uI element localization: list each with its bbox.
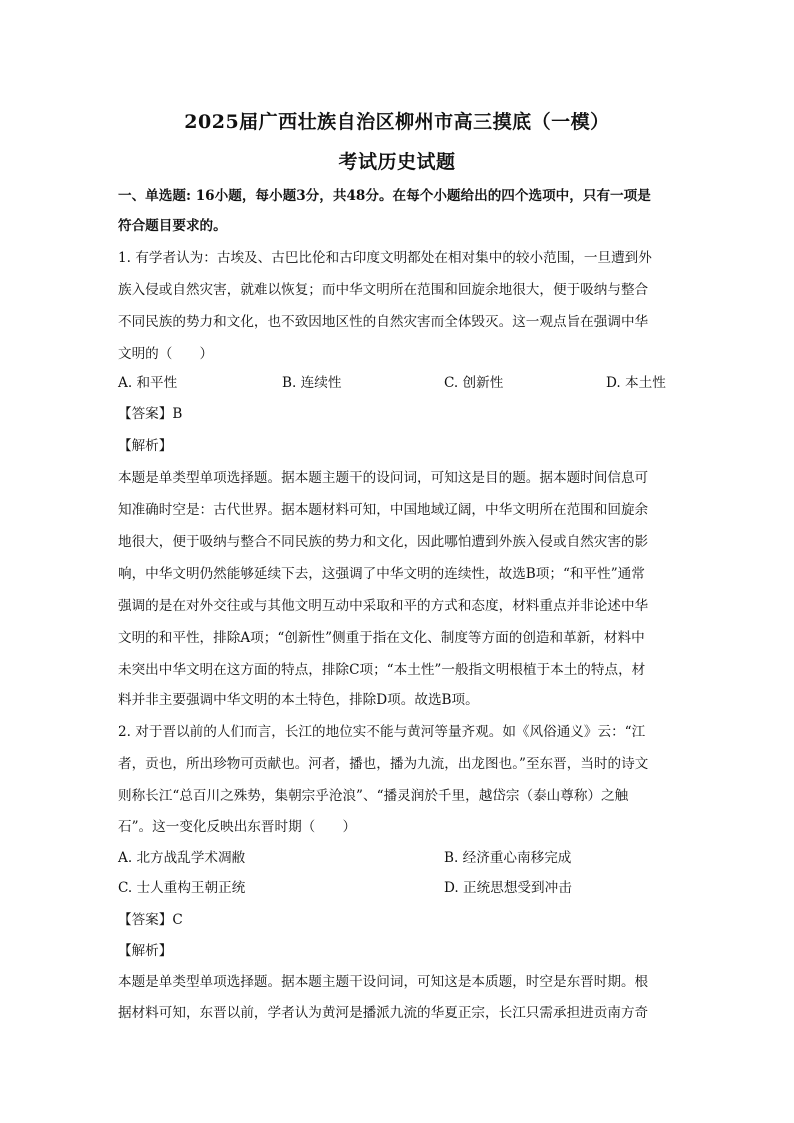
question-1-analysis-line: 响，中华文明仍然能够延续下去，这强调了中华文明的连续性，故选B项；“和平性”通常 [118,566,645,582]
question-1-stem-line: 文明的（ ） [118,346,214,362]
question-2-stem-line: 石”。这一变化反映出东晋时期（ ） [118,819,357,835]
title-line-1: 2025届广西壮族自治区柳州市高三摸底（一模） [184,111,610,133]
question-1-analysis-label: 【解析】 [118,438,173,454]
question-1-analysis-line: 知准确时空是：古代世界。据本题材料可知，中国地域辽阔，中华文明所在范围和回旋余 [118,502,649,518]
question-1-option-c: C. 创新性 [444,375,504,391]
question-2-stem-line: 则称长江“总百川之殊势，集朝宗乎沧浪”、“播灵润於千里，越岱宗（泰山尊称）之触 [118,788,629,804]
question-2-option-a: A. 北方战乱学术凋敝 [118,850,246,866]
title-line-2: 考试历史试题 [338,151,456,173]
question-1-analysis-line: 文明的和平性，排除A项；“创新性”侧重于指在文化、制度等方面的创造和革新，材料中 [118,630,645,646]
section-header-line: 符合题目要求的。 [118,218,227,234]
question-1-option-b: B. 连续性 [282,375,342,391]
question-1-stem-line: 族入侵或自然灾害，就难以恢复；而中华文明所在范围和回旋余地很大，便于吸纳与整合 [118,282,649,298]
question-1-stem-line: 不同民族的势力和文化，也不致因地区性的自然灾害而全体毁灭。这一观点旨在强调中华 [118,314,649,330]
section-header-line: 一、单选题: 16小题，每小题3分，共48分。在每个小题给出的四个选项中，只有一项是 [118,188,651,204]
question-2-answer: 【答案】C [118,912,183,928]
question-1-option-d: D. 本土性 [606,375,666,391]
question-2-analysis-line: 据材料可知，东晋以前，学者认为黄河是播派九流的华夏正宗，长江只需承担进贡南方奇 [118,1005,649,1021]
question-1-analysis-line: 地很大，便于吸纳与整合不同民族的势力和文化，因此哪怕遭到外族入侵或自然灾害的影 [118,534,649,550]
question-2-analysis-label: 【解析】 [118,943,173,959]
question-1-answer: 【答案】B [118,406,183,422]
question-1-analysis-line: 料并非主要强调中华文明的本土特色，排除D项。故选B项。 [118,692,479,708]
question-2-stem-line: 者，贡也，所出珍物可贡献也。河者，播也，播为九流，出龙图也。”至东晋，当时的诗文 [118,756,649,772]
question-1-option-a: A. 和平性 [118,375,178,391]
question-2-option-b: B. 经济重心南移完成 [444,850,572,866]
question-1-analysis-line: 未突出中华文明在这方面的特点，排除C项；“本土性”一般指文明根植于本土的特点，材 [118,662,646,678]
question-2-analysis-line: 本题是单类型单项选择题。据本题主题干设问词，可知这是本质题，时空是东晋时期。根 [118,974,649,990]
question-2-option-d: D. 正统思想受到冲击 [444,880,572,896]
question-1-stem-line: 1. 有学者认为：古埃及、古巴比伦和古印度文明都处在相对集中的较小范围，一旦遭到外 [118,250,652,266]
question-2-stem-line: 2. 对于晋以前的人们而言，长江的地位实不能与黄河等量齐观。如《风俗通义》云：“江 [118,724,646,740]
question-2-option-c: C. 士人重构王朝正统 [118,880,246,896]
question-1-analysis-line: 本题是单类型单项选择题。据本题主题干的设问词，可知这是目的题。据本题时间信息可 [118,470,649,486]
question-1-analysis-line: 强调的是在对外交往或与其他文明互动中采取和平的方式和态度，材料重点并非论述中华 [118,598,649,614]
